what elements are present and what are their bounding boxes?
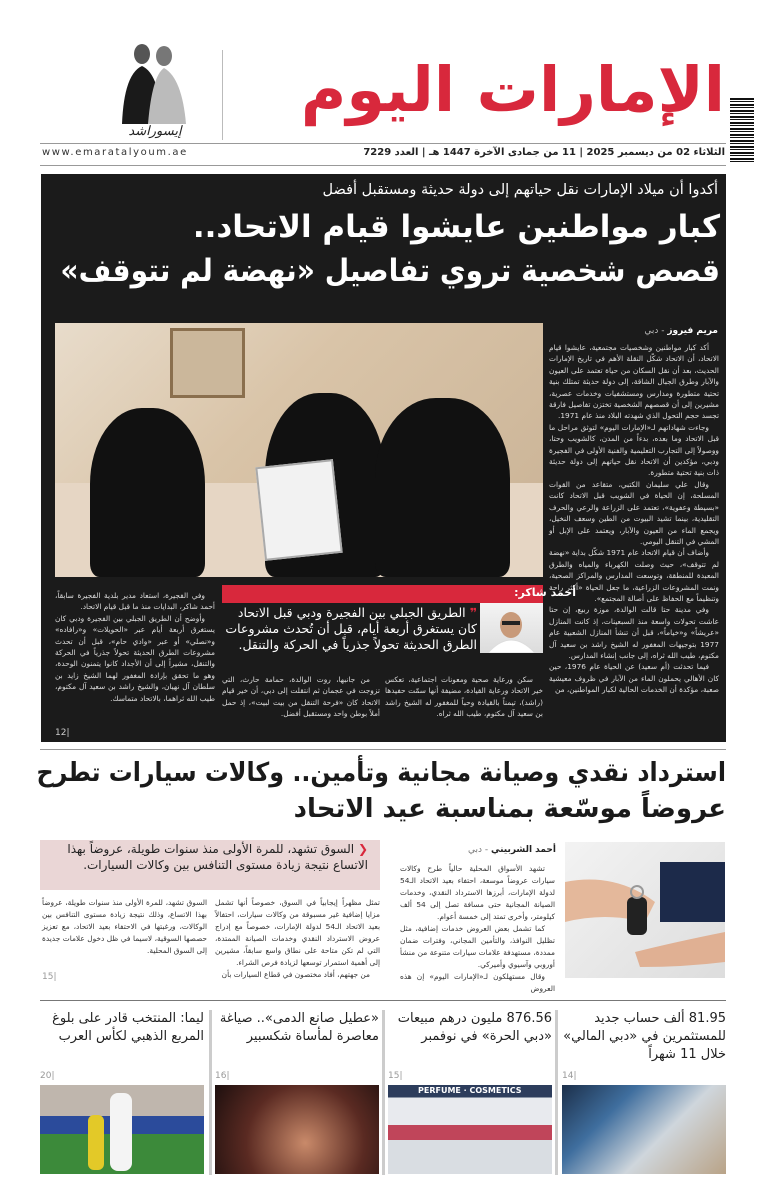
lead-photo: [55, 323, 543, 577]
column-separator: [555, 1010, 558, 1175]
held-portrait: [255, 459, 342, 561]
divider: [40, 1000, 726, 1001]
date-line: الثلاثاء 02 من ديسمبر 2025 | 11 من جمادى الآخرة 1447 هـ | العدد 7229: [363, 147, 725, 158]
teaser-title: 81.95 ألف حساب جديد للمستثمرين في «دبي المالي» خلال 11 شهراً: [563, 1011, 726, 1062]
lead-column-bottom-left: من جانبها، روت الوالدة، حمامة حارث، التي تزوجت في عجمان ثم انتقلت إلى دبي، أن خير قيام الاتحاد كان «فرحة التنقل من بيت لبيت»، إذ حمل أملاً بوطن واحد ومستقبل أفضل.: [222, 675, 380, 719]
second-column-middle: تمثل مظهراً إيجابياً في السوق، خصوصاً أنها تشمل مزايا إضافية غير مسبوقة من وكالات سيارات، احتفالاً بعيد الاتحاد الـ54 لدولة الإمارات، خصوصاً مع إدراج عروض الاسترداد النقدي وخدمات الصيانة الممتدة، التي لم تكن متاحة على نطاق واسع سابقاً، مشيرين إلى أهمية استمرار توسعها لزيادة فرص الشراء. من جهتهم، أفاد مختصون في قطاع السيارات بأن: [215, 898, 380, 979]
column-separator: [382, 1010, 385, 1175]
player: [110, 1093, 132, 1171]
teaser-page: 20|: [40, 1071, 55, 1081]
teaser-theatre[interactable]: [215, 1010, 379, 1174]
chevron-left-icon: ❮: [357, 842, 368, 856]
lead-byline: مريم فيروز - دبي: [644, 326, 718, 336]
player: [88, 1115, 104, 1170]
store-sign: PERFUME · COSMETICS: [418, 1086, 522, 1095]
website-link[interactable]: www.emaratalyoum.ae: [42, 147, 188, 158]
newspaper-logo: الإمارات اليوم: [300, 53, 725, 126]
second-headline-line-2: عروضاً موسّعة بمناسبة عيد الاتحاد: [293, 794, 726, 824]
teaser-image: [215, 1085, 379, 1174]
lead-headline-line-1: كبار مواطنين عايشوا قيام الاتحاد..: [192, 209, 720, 245]
barcode: [730, 98, 754, 164]
leaders-portrait-logo: [100, 38, 210, 142]
lead-column-left: وفي الفجيرة، استعاد مدير بلدية الفجيرة سابقاً، أحمد شاكر، البدايات منذ ما قبل قيام الاتحاد. وأوضح أن الطريق الجبلي بين الفجيرة ودبي كان يستغرق أربعة أيام عبر «الحويلات» و«رافاده» و«نصلي» أو عبر «وادي حام»، قبل أن تحدث مشروعات الطرق الحديثة تحولاً جذرياً في الحركة والتنقل، مشيراً إلى أن الأجداد كانوا يتمنون الوحدة، وهو ما تحقق بإرادة المغفور لهما الشيخ زايد بن سلطان آل نهيان، والشيخ راشد بن سعيد آل مكتوم، طيب الله ثراهما، بالاتحاد متماسك.: [55, 591, 215, 703]
teaser-title: 876.56 مليون درهم مبيعات «دبي الحرة» في نوفمبر: [397, 1011, 552, 1044]
lead-column-right: أكد كبار مواطنين وشخصيات مجتمعية، عايشوا قيام الاتحاد، أن الاتحاد شكّل النقلة الأهم في تاريخ الإمارات الحديث، بعد أن نقل السكان من حياة تعتمد على العيون والآبار وطرق الجبال الشاقة، إلى دولة حديثة تمتلك بنية تحتية متطورة ومدارس ومستشفيات وخدمات عصرية، مشيرين إلى أن قصصهم الشخصية تختزن تفاصيل فارقة تجسد حجم التحول الذي شهدته البلاد منذ عام 1971. وجاءت شهاداتهم لـ«الإمارات اليوم» لتوثق مراحل ما قبل الاتحاد وما بعده، بدءاً من المدن، كالشويب وحتا، ووصولاً إلى التجارب التعليمية والفنية الأولى في الفجيرة ودبي، مؤكدين أن الاتحاد نقل حياتهم إلى دولة حديثة ذات بنية تحتية متطورة. وقال علي سليمان الكتبي، متقاعد من القوات المسلحة، إن الحياة في الشويب قبل الاتحاد كانت «بسيطة وعفوية»، تعتمد على الزراعة والرعي والحرف التقليدية، بينما تشيد البيوت من الطين وسعف النخيل، ويجمع الماء من العيون والآبار، ويعتمد على الإبل أو المشي في التنقل اليومي. وأضاف أن قيام الاتحاد عام 1971 شكّل بداية «نهضة لم تتوقف»، حيث وصلت الكهرباء والمياه والطرق المعبدة للمنطقة، وتوسعت المدارس والمراكز الصحية، ونمت المشروعات الزراعية، ما جعل الحياة «أكثر راحة وتنظيماً مع الحفاظ على أصالة المجتمع». وفي مدينة حتا قالت الوالدة، موزة ربيع، إن حتا عاشت تحولات واسعة منذ السبعينات، إذ كانت المنازل «عريشاً» و«خياماً»، قبل أن تنشأ المنازل الشعبية عام 1977 بتوجيهات المغفور له الشيخ راشد بن سعيد آل مكتوم، طيب الله ثراه، إلى جانب إنشاء المدارس. فيما تحدثت (أم سعيد) عن الحياة عام 1976، حين كان الأهالي يحملون الماء من الآبار في ظروف معيشية صعبة، مؤكدة أن الخدمات الحالية لكبار المواطنين، من: [549, 343, 719, 695]
quote-mark-icon: ❞: [469, 605, 477, 620]
teaser-image: [562, 1085, 726, 1174]
divider: [222, 50, 223, 140]
divider: [40, 143, 726, 144]
pull-quote: ❞ الطريق الجبلي بين الفجيرة ودبي قبل الاتحاد كان يستغرق أربعة أيام، قبل أن تُحدث مشروعات الطرق الحديثة تحولاً جذرياً في الحركة والتنقل.: [225, 605, 477, 652]
second-headline-line-1: استرداد نقدي وصيانة مجانية وتأمين.. وكالات سيارات تطرح: [36, 758, 727, 788]
second-column-right: تشهد الأسواق المحلية حالياً طرح وكالات سيارات عروضاً موسعة، احتفاء بعيد الاتحاد الـ54 لدولة الإمارات، أبرزها الاسترداد النقدي، وخدمات الصيانة المجانية حتى مسافة تصل إلى 54 ألف كيلومتر، وأخرى تمتد إلى خمسة أعوام. كما تشمل بعض العروض خدمات إضافية، مثل تظليل النوافذ، والتأمين المجاني، وفترات ضمان ممددة، مستهدفة علامات سيارات متنوعة من منشأ أوروبي وآسيوي وأميركي. وقال مستهلكون لـ«الإمارات اليوم» إن هذه العروض: [400, 864, 555, 993]
teaser-page: 15|: [388, 1071, 403, 1081]
teaser-image: [40, 1085, 204, 1174]
speaker-photo: [480, 603, 543, 653]
divider: [40, 165, 726, 166]
lead-column-bottom-right: سكن ورعاية صحية ومعونات اجتماعية، تعكس خير الاتحاد ورعاية القيادة، مضيفة أنها سمّت حفيدها (راشد)، تيمناً بالقيادة وحباً للمغفور له الشيخ راشد بن سعيد آل مكتوم، طيب الله ثراه.: [385, 675, 543, 719]
teaser-title: ليما: المنتخب قادر على بلوغ المربع الذهبي لكأس العرب: [52, 1011, 204, 1044]
lead-kicker: أكدوا أن ميلاد الإمارات نقل حياتهم إلى دولة حديثة ومستقبل أفضل: [322, 182, 718, 198]
person: [375, 398, 510, 577]
second-byline: أحمد الشربيني - دبي: [468, 845, 556, 855]
teaser-football[interactable]: [40, 1010, 204, 1174]
teaser-page: 14|: [562, 1071, 577, 1081]
portrait-signature: إيسوراشد: [128, 124, 182, 139]
second-headline[interactable]: [36, 755, 726, 827]
teaser-image: [388, 1085, 552, 1174]
page-reference[interactable]: 12|: [55, 728, 70, 738]
second-column-left: السوق تشهد، للمرة الأولى منذ سنوات طويلة، عروضاً بهذا الاتساع، وذلك نتيجة زيادة مستوى التنافس بين الوكالات، ورغبتها في الاحتفاء بعيد الاتحاد، مع تعزيز حصصها السوقية، لاسيما في ظل دخول علامات جديدة إلى السوق المحلية.: [42, 898, 207, 955]
teaser-page: 16|: [215, 1071, 230, 1081]
lead-headline-line-2: قصص شخصية تروي تفاصيل «نهضة لم تتوقف»: [60, 253, 721, 289]
lead-headline[interactable]: [60, 205, 720, 293]
person: [90, 408, 205, 577]
teaser-dfm[interactable]: [562, 1010, 726, 1174]
column-separator: [209, 1010, 212, 1175]
second-pull-quote: ❮ السوق تشهد، للمرة الأولى منذ سنوات طويلة، عروضاً بهذا الاتساع نتيجة زيادة مستوى التنافس بين وكالات السيارات.: [40, 840, 380, 890]
quote-speaker: أحمد شاكر:: [514, 586, 576, 599]
teaser-title: «عطيل صانع الدمى».. صياغة معاصرة لمأساة شكسبير: [219, 1011, 379, 1044]
divider: [40, 749, 726, 750]
page-reference[interactable]: 15|: [42, 972, 57, 982]
teaser-duty-free[interactable]: [388, 1010, 552, 1174]
framed-picture: [170, 328, 245, 398]
car-keys-photo: [565, 842, 725, 978]
quote-bar: [222, 585, 543, 603]
